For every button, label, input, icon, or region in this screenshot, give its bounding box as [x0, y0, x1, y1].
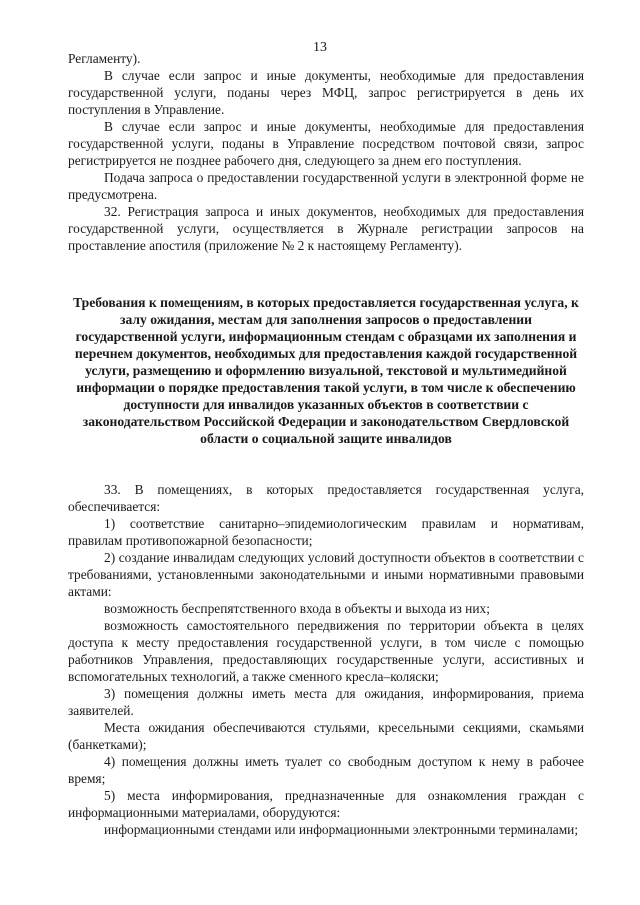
paragraph: Регламенту).	[68, 51, 141, 66]
paragraph: 1) соответствие санитарно–эпидемиологическим правилам и нормативам, правилам противопожарной безопасности;	[68, 516, 584, 548]
paragraph: 5) места информирования, предназначенные для ознакомления граждан с информационными материалами, оборудуются:	[68, 788, 584, 820]
page-number: 13	[313, 40, 327, 55]
paragraph: В случае если запрос и иные документы, необходимые для предоставления государственной услуги, поданы через МФЦ, запрос регистрируется в день их поступления в Управление.	[68, 68, 584, 117]
paragraph: 3) помещения должны иметь места для ожидания, информирования, приема заявителей.	[68, 686, 584, 718]
paragraph: Подача запроса о предоставлении государственной услуги в электронной форме не предусмотрена.	[68, 170, 584, 202]
paragraph: 33. В помещениях, в которых предоставляется государственная услуга, обеспечивается:	[68, 482, 584, 514]
paragraph: информационными стендами или информационными электронными терминалами;	[104, 822, 579, 837]
section-heading: Требования к помещениям, в которых предоставляется государственная услуга, к залу ожидания, местам для заполнения запросов о предоставлении государственной услуги, информационным стендам с образцами их заполнения и перечнем документов, необходимых для предоставления каждой государственной услуги, размещению и оформлению визуальной, текстовой и мультимедийной информации о порядке предоставления такой услуги, в том числе к обеспечению доступности для инвалидов указанных объектов в соответствии с законодательством Российской Федерации и законодательством Свердловской области о социальной защите инвалидов	[73, 295, 579, 446]
paragraph: возможность самостоятельного передвижения по территории объекта в целях доступа к месту предоставления государственной услуги, в том числе с помощью работников Управления, предоставляющих государственные услуги, ассистивных и вспомогательных технологий, а также сменного кресла–коляски;	[68, 618, 584, 684]
paragraph: 2) создание инвалидам следующих условий доступности объектов в соответствии с требованиями, установленными законодательными и иными нормативными правовыми актами:	[68, 550, 584, 599]
paragraph: 4) помещения должны иметь туалет со свободным доступом к нему в рабочее время;	[68, 754, 584, 786]
paragraph: В случае если запрос и иные документы, необходимые для предоставления государственной услуги, поданы в Управление посредством почтовой связи, запрос регистрируется не позднее рабочего дня, следующего за днем его поступления.	[68, 119, 584, 168]
paragraph: возможность беспрепятственного входа в объекты и выхода из них;	[104, 601, 490, 616]
paragraph: 32. Регистрация запроса и иных документов, необходимых для предоставления государственной услуги, осуществляется в Журнале регистрации запросов на проставление апостиля (приложение № 2 к настоящему Регламенту).	[68, 204, 584, 253]
document-body	[68, 50, 584, 838]
paragraph: Места ожидания обеспечиваются стульями, кресельными секциями, скамьями (банкетками);	[68, 720, 584, 752]
